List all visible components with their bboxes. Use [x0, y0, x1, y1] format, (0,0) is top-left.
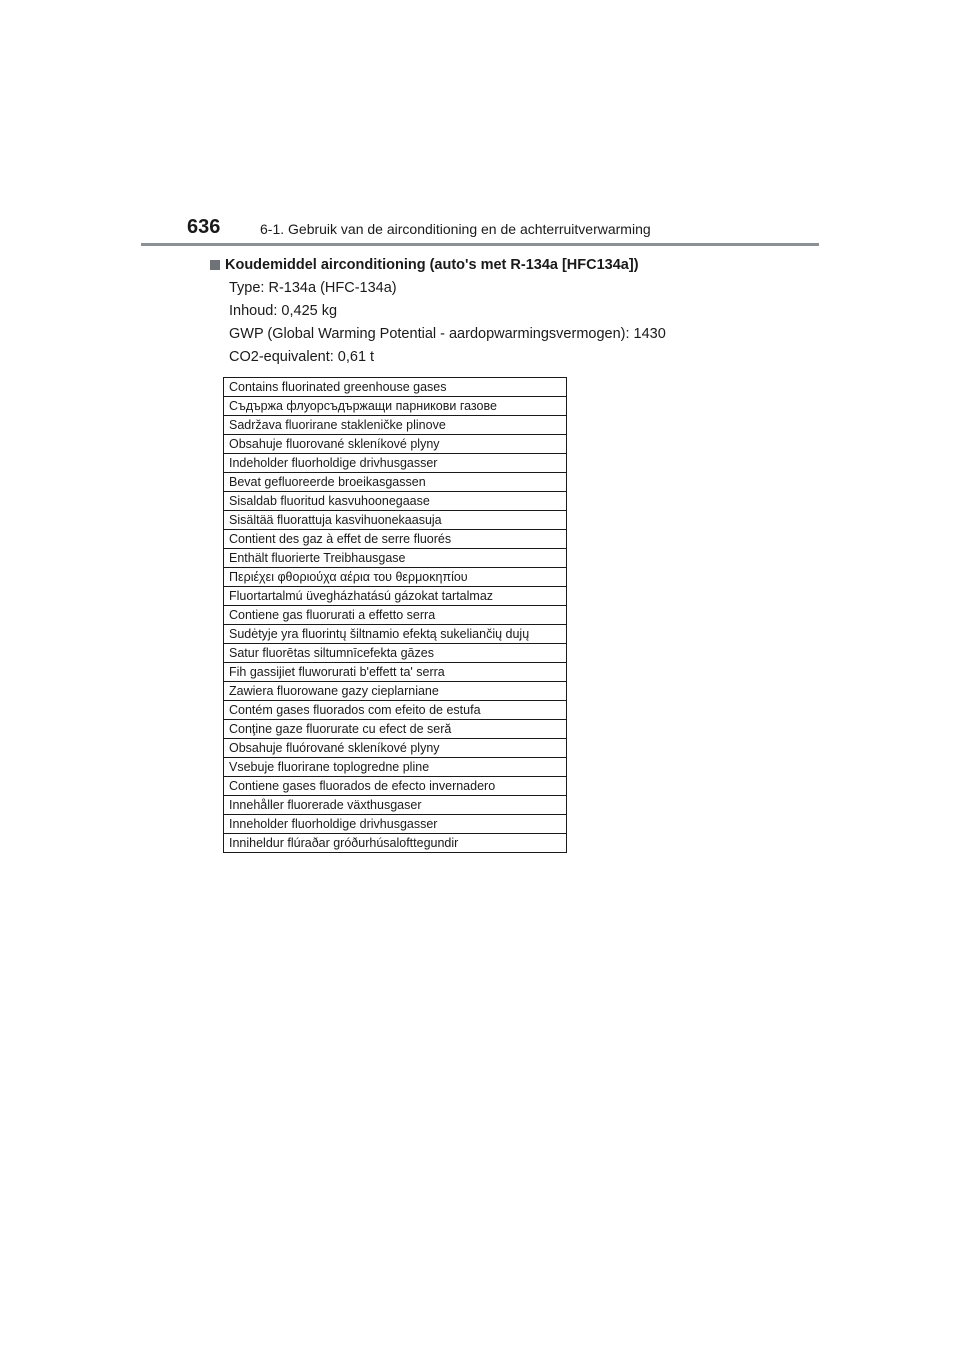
chapter-title: 6-1. Gebruik van de airconditioning en de achterruitverwarming	[260, 221, 651, 237]
table-cell: Contiene gases fluorados de efecto invernadero	[224, 777, 567, 796]
table-row	[224, 568, 567, 587]
spec-gwp: GWP (Global Warming Potential - aardopwarmingsvermogen): 1430	[229, 326, 666, 342]
section-heading-text: Koudemiddel airconditioning (auto's met R-134a [HFC134a])	[225, 257, 639, 273]
square-bullet-icon	[210, 260, 220, 270]
table-row	[224, 435, 567, 454]
spec-co2-equivalent: CO2-equivalent: 0,61 t	[229, 349, 375, 365]
table-cell: Sisältää fluorattuja kasvihuonekaasuja	[224, 511, 567, 530]
table-cell: Indeholder fluorholdige drivhusgasser	[224, 454, 567, 473]
page-number: 636	[187, 216, 221, 238]
table-row	[224, 473, 567, 492]
table-row	[224, 834, 567, 853]
table-cell: Περιέχει φθοριούχα αέρια του θερμοκηπίου	[224, 568, 567, 587]
table-cell: Enthält fluorierte Treibhausgase	[224, 549, 567, 568]
table-row	[224, 378, 567, 397]
table-row	[224, 492, 567, 511]
table-row	[224, 530, 567, 549]
spec-list	[229, 277, 770, 369]
spec-type: Type: R-134a (HFC-134a)	[229, 280, 397, 296]
table-cell: Obsahuje fluorované skleníkové plyny	[224, 435, 567, 454]
table-cell: Satur fluorētas siltumnīcefekta gāzes	[224, 644, 567, 663]
table-row	[224, 739, 567, 758]
table-cell: Contiene gas fluorurati a effetto serra	[224, 606, 567, 625]
table-cell: Bevat gefluoreerde broeikasgassen	[224, 473, 567, 492]
table-row	[224, 663, 567, 682]
table-row	[224, 644, 567, 663]
table-row	[224, 454, 567, 473]
section-heading	[210, 255, 770, 275]
table-row	[224, 682, 567, 701]
table-row	[224, 606, 567, 625]
header-divider	[141, 243, 819, 246]
spec-capacity: Inhoud: 0,425 kg	[229, 303, 338, 319]
table-cell: Inneholder fluorholdige drivhusgasser	[224, 815, 567, 834]
table-row	[224, 701, 567, 720]
refrigerant-section	[210, 255, 770, 369]
table-row	[224, 720, 567, 739]
table-cell: Sadržava fluorirane stakleničke plinove	[224, 416, 567, 435]
fluorinated-gas-label-table	[223, 377, 567, 853]
table-row	[224, 397, 567, 416]
table-row	[224, 815, 567, 834]
table-cell: Fih gassijiet fluworurati b'effett ta' serra	[224, 663, 567, 682]
table-row	[224, 416, 567, 435]
table-cell: Съдържа флуорсъдържащи парникови газове	[224, 397, 567, 416]
table-cell: Fluortartalmú üvegházhatású gázokat tartalmaz	[224, 587, 567, 606]
table-cell: Conţine gaze fluorurate cu efect de seră	[224, 720, 567, 739]
table-cell: Contient des gaz à effet de serre fluorés	[224, 530, 567, 549]
table-row	[224, 796, 567, 815]
table-cell: Innehåller fluorerade växthusgaser	[224, 796, 567, 815]
table-row	[224, 777, 567, 796]
table-cell: Vsebuje fluorirane toplogredne pline	[224, 758, 567, 777]
table-row	[224, 549, 567, 568]
table-cell: Inniheldur flúraðar gróðurhúsalofttegundir	[224, 834, 567, 853]
table-row	[224, 758, 567, 777]
table-cell: Obsahuje fluórované skleníkové plyny	[224, 739, 567, 758]
table-cell: Sisaldab fluoritud kasvuhoonegaase	[224, 492, 567, 511]
table-cell: Contains fluorinated greenhouse gases	[224, 378, 567, 397]
table-cell: Sudėtyje yra fluorintų šiltnamio efektą sukeliančių dujų	[224, 625, 567, 644]
table-cell: Contém gases fluorados com efeito de estufa	[224, 701, 567, 720]
table-cell: Zawiera fluorowane gazy cieplarniane	[224, 682, 567, 701]
table-row	[224, 625, 567, 644]
table-row	[224, 511, 567, 530]
table-row	[224, 587, 567, 606]
